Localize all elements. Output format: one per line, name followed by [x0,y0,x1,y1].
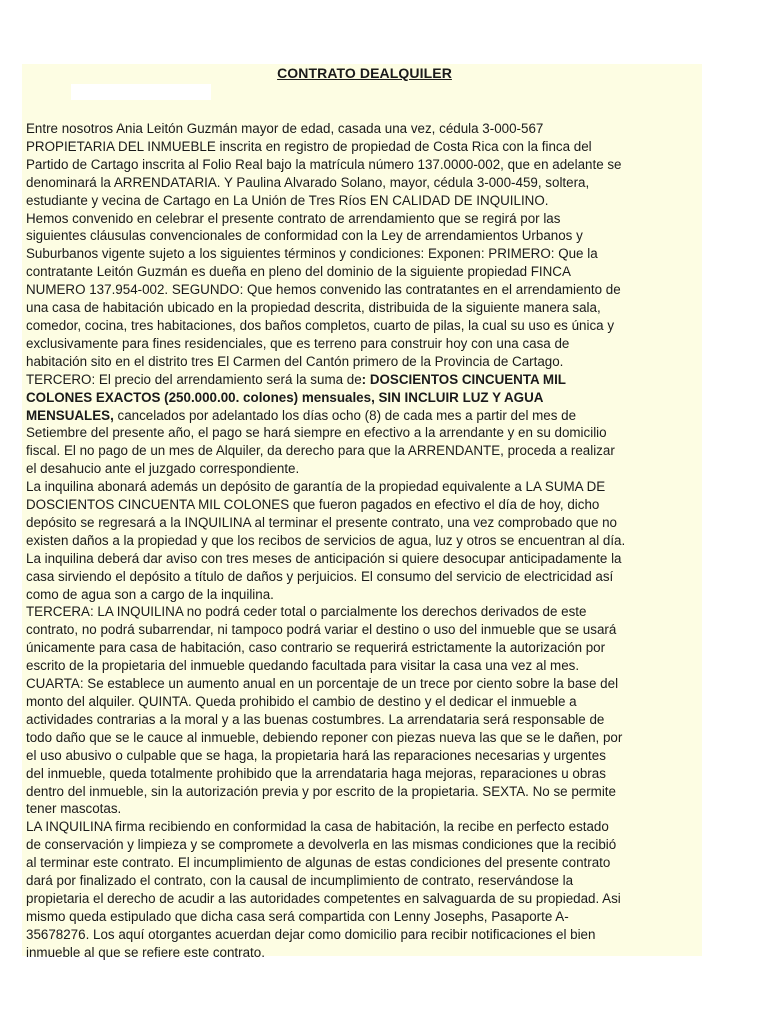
text-line: exclusivamente para fines residenciales, que es terreno para construir hoy con una casa de [26,335,570,351]
text-line: DOSCIENTOS CINCUENTA MIL COLONES que fueron pagados en efectivo el día de hoy, dicho [26,497,600,513]
text-line: depósito se regresará a la INQUILINA al terminar el presente contrato, una vez comprobado que no [26,514,618,530]
text-line: Suburbanos vigente sujeto a los siguientes términos y condiciones: Exponen: PRIMERO: Que la [26,246,598,262]
text-line: mismo queda estipulado que dicha casa será compartida con Lenny Josephs, Pasaporte A- [26,908,569,924]
text-line: casa sirviendo el depósito a título de daños y perjuicios. El consumo del servicio de electricidad así [26,568,614,584]
text-line: Partido de Cartago inscrita al Folio Real bajo la matrícula número 137.0000-002, que en adelante se [26,156,622,172]
text-line: dará por finalizado el contrato, con la causal de incumplimiento de contrato, reservándose la [26,873,574,889]
text-line: escrito de la propietaria del inmueble quedando facultada para visitar la casa una vez al mes. [26,658,580,674]
text-line: Setiembre del presente año, el pago se hará siempre en efectivo a la arrendante y en su domicilio [26,425,607,441]
text-line: COLONES EXACTOS (250.000.00. colones) mensuales, SIN INCLUIR LUZ Y AGUA [26,389,544,405]
text-line: Hemos convenido en celebrar el presente contrato de arrendamiento que se regirá por las [26,210,561,226]
text-line: el uso abusivo o culpable que se haga, la propietaria hará las reparaciones necesarias y urgentes [26,747,606,763]
text-line: el desahucio ante el juzgado correspondiente. [26,461,300,477]
text-line: contratante Leitón Guzmán es dueña en pleno del dominio de la siguiente propiedad FINCA [26,264,571,280]
monthly-label: MENSUALES, [26,407,114,423]
text-line: fiscal. El no pago de un mes de Alquiler, da derecho para que la ARRENDANTE, proceda a realizar [26,443,615,459]
contract-body [26,120,700,962]
text-line: PROPIETARIA DEL INMUEBLE inscrita en registro de propiedad de Costa Rica con la finca del [26,138,592,154]
text-line: estudiante y vecina de Cartago en La Unión de Tres Ríos EN CALIDAD DE INQUILINO. [26,192,549,208]
text-line: Entre nosotros Ania Leitón Guzmán mayor de edad, casada una vez, cédula 3-000-567 [26,121,544,136]
text-line-payment [26,407,700,425]
text-line: monto del alquiler. QUINTA. Queda prohibido el cambio de destino y el dedicar el inmueble a [26,694,577,709]
text-line: CUARTA: Se establece un aumento anual en un porcentaje de un trece por ciento sobre la base del [26,676,619,692]
text-line-price [26,371,700,389]
text-line: contrato, no podrá subarrendar, ni tampoco podrá variar el destino o uso del inmueble que se usará [26,622,617,638]
text-line: La inquilina abonará además un depósito de garantía de la propiedad equivalente a LA SUMA DE [26,479,606,495]
document-title: CONTRATO DEALQUILER [277,65,452,81]
price-amount: : DOSCIENTOS CINCUENTA MIL [361,371,566,387]
text-line: habitación sito en el distrito tres El Carmen del Cantón primero de la Provincia de Cartago. [26,353,564,369]
text-line: propietaria el derecho de acudir a las autoridades competentes en salvaguarda de su propiedad. Asi [26,890,621,906]
text-line: una casa de habitación ubicado en la propiedad descrita, distribuida de la siguiente manera sala, [26,300,601,316]
text-line: siguientes cláusulas convencionales de conformidad con la Ley de arrendamientos Urbanos y [26,228,583,244]
text-line: únicamente para casa de habitación, caso contrario se requerirá estrictamente la autorización por [26,640,606,656]
payment-terms: cancelados por adelantado los días ocho (8) de cada mes a partir del mes de [113,407,577,423]
text-line: comedor, cocina, tres habitaciones, dos baños completos, cuarto de pilas, la cual su uso es única y [26,317,615,333]
text-line: existen daños a la propiedad y que los recibos de servicios de agua, luz y otros se encuentran al día. [26,532,626,548]
document-page [22,64,702,960]
redacted-box [71,84,211,100]
text-line: denominará la ARRENDATARIA. Y Paulina Alvarado Solano, mayor, cédula 3-000-459, soltera, [26,174,590,190]
text-line: TERCERA: LA INQUILINA no podrá ceder total o parcialmente los derechos derivados de este [26,604,587,620]
text-line: inmueble al que se refiere este contrato. [26,944,265,960]
text-line: de conservación y limpieza y se compromete a devolverla en las mismas condiciones que la recibió [26,837,617,853]
text-line: La inquilina deberá dar aviso con tres meses de anticipación si quiere desocupar anticipadamente la [26,550,622,566]
text-line: al terminar este contrato. El incumplimiento de algunas de estas condiciones del presente contrato [26,855,611,871]
text-line: 35678276. Los aquí otorgantes acuerdan dejar como domicilio para recibir notificaciones el bien [26,926,596,942]
text-line: tener mascotas. [26,801,122,817]
text-line: todo daño que se le cauce al inmueble, debiendo reponer con piezas nueva las que se le dañen, por [26,729,623,745]
text-line: como de agua son a cargo de la inquilina. [26,586,274,602]
text-line: actividades contrarias a la moral y a las buenas costumbres. La arrendataria será responsable de [26,711,605,727]
text-line: NUMERO 137.954-002. SEGUNDO: Que hemos convenido las contratantes en el arrendamiento de [26,282,621,298]
price-intro: TERCERO: El precio del arrendamiento será la suma de [26,371,362,387]
text-line: dentro del inmueble, sin la autorización previa y por escrito de la propietaria. SEXTA. No se permite [26,783,616,799]
title-row [22,64,702,84]
text-line: LA INQUILINA firma recibiendo en conformidad la casa de habitación, la recibe en perfecto estado [26,819,609,835]
text-line: del inmueble, queda totalmente prohibido que la arrendataria haga mejoras, reparaciones u obras [26,765,606,781]
